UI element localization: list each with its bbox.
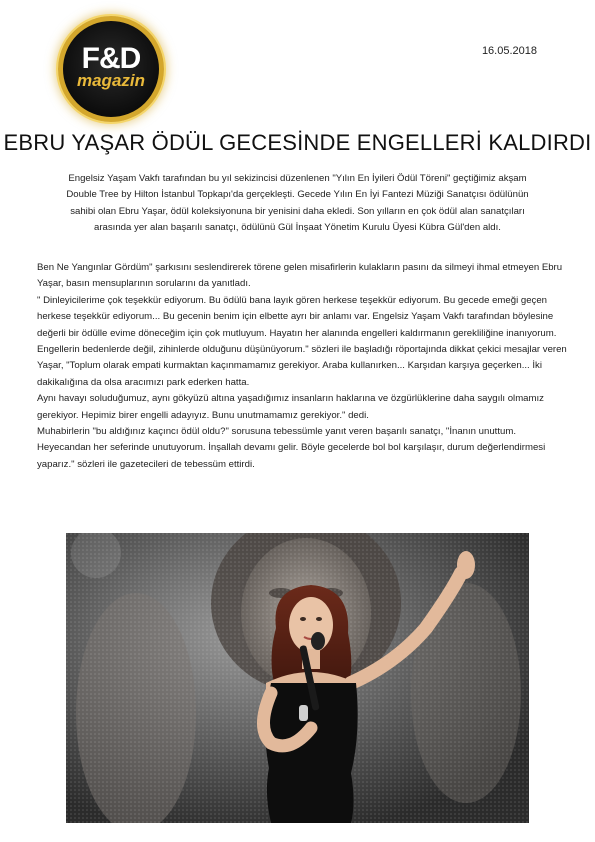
article-photo bbox=[66, 533, 529, 823]
article-lead: Engelsiz Yaşam Vakfı tarafından bu yıl sekizincisi düzenlenen "Yılın En İyileri Ödül Töreni" geçtiğimiz akşam Double Tree by Hilton İstanbul Topkapı'da gerçekleşti. Gecede Yılın En İyi Fantezi Müziği Sanatçısı ödülünün sahibi olan Ebru Yaşar, ödül koleksiyonuna bir yenisini daha ekledi. Son yılların en çok ödül alan sanatçıları arasında yer alan başarılı sanatçı, ödülünü Gül İnşaat Yönetim Kurulu Üyesi Kübra Gül'den aldı. bbox=[66, 173, 529, 234]
publish-date: 16.05.2018 bbox=[481, 45, 537, 57]
fd-magazin-logo bbox=[58, 16, 164, 122]
article-body bbox=[37, 260, 567, 473]
body-paragraph: Ben Ne Yangınlar Gördüm" şarkısını seslendirerek törene gelen misafirlerin kulakların pasını da silmeyi ihmal etmeyen Ebru Yaşar, basın mensuplarının sorularını da yanıtladı. bbox=[37, 262, 563, 290]
body-paragraph: " Dinleyicilerime çok teşekkür ediyorum. Bu ödülü bana layık gören herkese teşekkür ediyorum. Bu gecede emeği geçen herkese teşekkür ediyorum... Bu gecenin benim için elbette ayrı bir anlamı var. Engelsiz Yaşam Vakfı tarafından böylesine değerli bir ödülle evime döneceğim için çok mutluyum. Hayatın her alanında engelleri kaldırmanın gerekliliğine inanıyorum. bbox=[37, 294, 557, 339]
body-paragraph: Engellerin bedenlerde değil, zihinlerde olduğunu düşünüyorum." sözleri ile başladığı röportajında dikkat çekici mesajlar veren Yaşar, "Toplum olarak empati kurmaktan kaçınmamamız gerekiyor. Araba kullanırken... Karşıdan karşıya geçerken... İki dakikalığına da olsa aracımızı park ederken hatta. bbox=[37, 344, 567, 388]
body-paragraph: Aynı havayı soluduğumuz, aynı gökyüzü altına yaşadığımız insanların haklarına ve özgürlüklerine daha saygılı olmamız gerekiyor. Hepimiz birer engelli adayıyız. Bunu unutmamamız gerekiyor." dedi. bbox=[37, 393, 544, 421]
body-paragraph: Muhabirlerin "bu aldığınız kaçıncı ödül oldu?" sorusuna tebessümle yanıt veren başarılı sanatçı, "İnanın unuttum. Heyecandan her seferinde unutuyorum. İnşallah devamı gelir. Böyle gecelerde bol bol karşılaşır, durum değerlendirmesi yaparız." sözleri ile gazetecileri de tebessüm ettirdi. bbox=[37, 426, 546, 470]
logo-magazin-text: magazin bbox=[76, 71, 146, 90]
article-title: EBRU YAŞAR ÖDÜL GECESİNDE ENGELLERİ KALDIRDI bbox=[3, 130, 592, 155]
logo-fd-text: F&D bbox=[81, 42, 141, 75]
singer-on-stage-illustration bbox=[66, 533, 529, 823]
